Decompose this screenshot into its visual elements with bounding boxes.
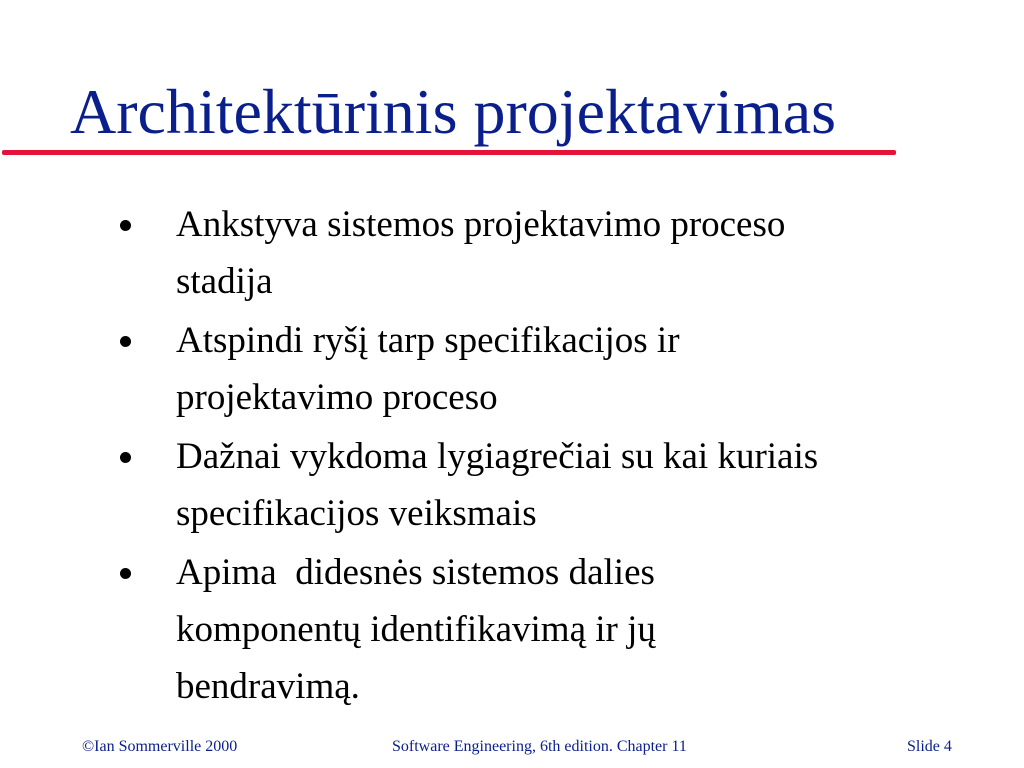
bullet-line: bendravimą. [176, 666, 360, 707]
bullet-text [176, 312, 998, 426]
bullet-line: Atspindi ryšį tarp specifikacijos ir [176, 320, 680, 361]
bullet-text [176, 428, 998, 542]
bullet-dot-icon [120, 452, 131, 463]
bullet-item [118, 544, 998, 715]
bullet-text [176, 196, 998, 310]
bullet-dot-icon [120, 220, 131, 231]
bullet-dot-icon [120, 568, 131, 579]
bullet-list [118, 196, 998, 717]
bullet-line: komponentų identifikavimą ir jų [176, 609, 656, 650]
bullet-line: specifikacijos veiksmais [176, 493, 537, 534]
bullet-item [118, 428, 998, 542]
footer-copyright: ©Ian Sommerville 2000 [82, 738, 238, 755]
bullet-item [118, 312, 998, 426]
bullet-line: Apima didesnės sistemos dalies [176, 552, 655, 593]
bullet-text [176, 544, 998, 715]
bullet-item [118, 196, 998, 310]
footer-slide-number: Slide 4 [907, 738, 952, 755]
bullet-line: Dažnai vykdoma lygiagrečiai su kai kuriais [176, 436, 819, 477]
title-underline [2, 150, 896, 155]
bullet-dot-icon [120, 336, 131, 347]
slide-title: Architektūrinis projektavimas [70, 76, 837, 147]
bullet-line: Ankstyva sistemos projektavimo proceso [176, 204, 786, 245]
bullet-line: projektavimo proceso [176, 377, 498, 418]
footer-book-title: Software Engineering, 6th edition. Chapter 11 [392, 738, 687, 755]
bullet-line: stadija [176, 261, 273, 302]
